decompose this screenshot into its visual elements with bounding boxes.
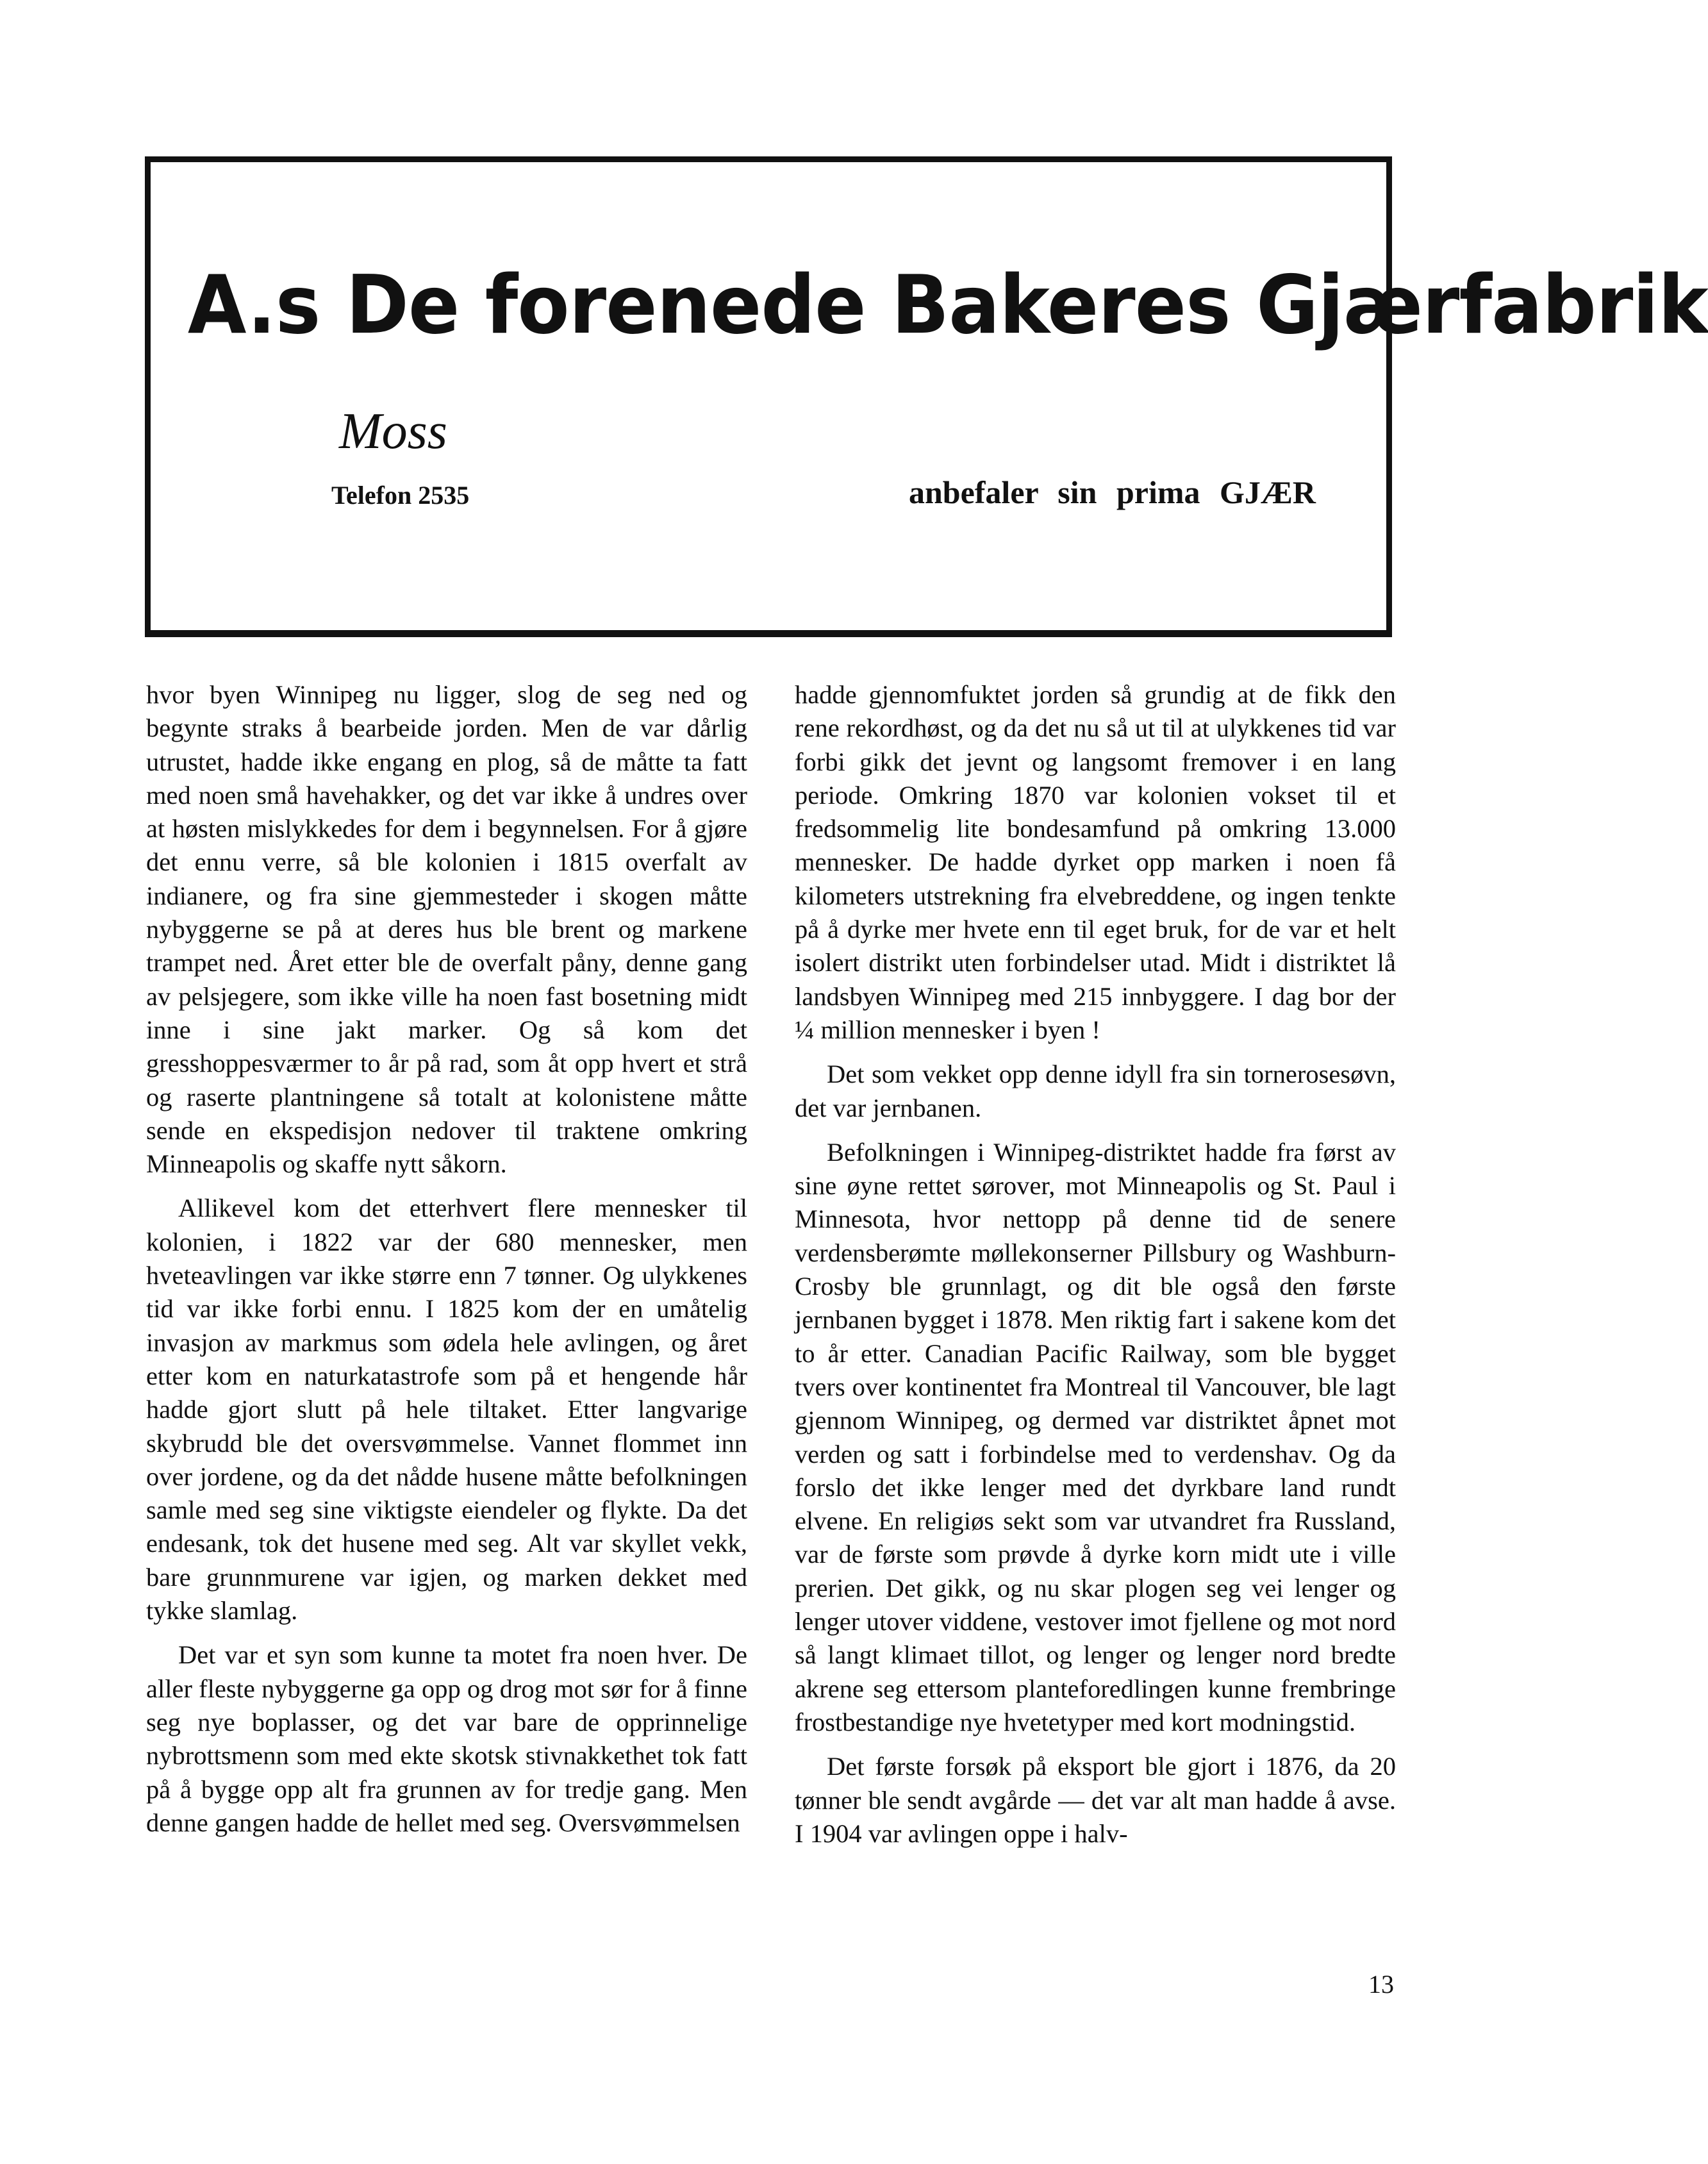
paragraph: Befolkningen i Winnipeg-distriktet hadde fra først av sine øyne rettet sørover, mot Minneapolis og St. Paul i Minnesota, hvor nettopp på denne tid de senere verdensberømte møllekonserner Pillsbury og Washburn-Crosby ble grunnlagt, og dit ble også den første jernbanen bygget i 1878. Men riktig fart i sakene kom det to år etter. Canadian Pacific Railway, som ble bygget tvers over kontinentet fra Montreal til Vancouver, ble lagt gjennom Winnipeg, og dermed var distriktet åpnet mot verden og satt i forbindelse med to verdenshav. Og da forslo det ikke lenger med det dyrkbare land rundt elvene. En religiøs sekt som var utvandret fra Russland, var de første som prøvde å dyrke korn midt ute i ville prerien. Det gikk, og nu skar plogen seg vei lenger og lenger utover viddene, vestover imot fjellene og mot nord så langt klimaet tillot, og lenger og lenger nord bredte akrene seg ettersom planteforedlingen kunne frembringe frostbestandige nye hvetetyper med kort modningstid. bbox=[795, 1137, 1396, 1736]
paragraph: hadde gjennomfuktet jorden så grundig at de fikk den rene rekordhøst, og da det nu så ut til at ulykkenes tid var forbi gikk det jevnt og langsomt fremover i en lang periode. Omkring 1870 var kolonien vokset til et fredsommelig lite bondesamfund på omkring 13.000 mennesker. De hadde dyrket opp marken i noen få kilometers utstrekning fra elvebreddene, og ingen tenkte på å dyrke mer hvete enn til eget bruk, for de var et helt isolert distrikt uten forbindelser utad. Midt i distriktet lå landsbyen Winnipeg med 215 innbyggere. I dag bor der ¼ million mennesker i byen ! bbox=[795, 680, 1396, 1044]
page-number: 13 bbox=[1368, 1970, 1394, 1999]
paragraph: Det var et syn som kunne ta motet fra noen hver. De aller fleste nybyggerne ga opp og drog mot sør for å finne seg nye boplasser, og det var bare de opprinnelige nybrottsmenn som med ekte skotsk stivnakkethet tok fatt på å bygge opp alt fra grunnen av for tredje gang. Men denne gangen hadde de hellet med seg. Oversvømmelsen bbox=[146, 1640, 747, 1837]
article-right-column bbox=[795, 678, 1396, 1861]
paragraph: Det første forsøk på eksport ble gjort i 1876, da 20 tønner ble sendt avgårde — det var alt man hadde å avse. I 1904 var avlingen oppe i halv- bbox=[795, 1752, 1396, 1848]
ad-phone: Telefon 2535 bbox=[331, 481, 470, 510]
advertisement-box bbox=[145, 156, 1708, 637]
paragraph: hvor byen Winnipeg nu ligger, slog de seg ned og begynte straks å bearbeide jorden. Men de var dårlig utrustet, hadde ikke engang en plog, så de måtte ta fatt med noen små havehakker, og det var ikke å undres over at høsten mislykkedes for dem i begynnelsen. For å gjøre det ennu verre, så ble kolonien i 1815 overfalt av indianere, og fra sine gjemmesteder i skogen måtte nybyggerne se på at deres hus ble brent og markene trampet ned. Året etter ble de overfalt påny, denne gang av pelsjegere, som ikke ville ha noen fast bosetning midt inne i sine jakt marker. Og så kom det gresshoppesværmer to år på rad, som åt opp hvert et strå og raserte plantningene så totalt at kolonistene måtte sende en ekspedisjon nedover til traktene omkring Minneapolis og skaffe nytt såkorn. bbox=[146, 680, 747, 1179]
paragraph: Allikevel kom det etterhvert flere mennesker til kolonien, i 1822 var der 680 mennesker, men hveteavlingen var ikke større enn 7 tønner. Og ulykkenes tid var ikke forbi ennu. I 1825 kom der en umåtelig invasjon av markmus som ødela hele avlingen, og året etter kom en naturkatastrofe som på et hengende hår hadde gjort slutt på hele tiltaket. Etter langvarige skybrudd ble det oversvømmelse. Vannet flommet inn over jordene, og da det nådde husene måtte befolkningen samle med seg sine viktigste eiendeler og flykte. Da det endesank, tok det husene med seg. Alt var skyllet vekk, bare grunnmurene var igjen, og marken dekket med tykke slamlag. bbox=[146, 1194, 747, 1626]
ad-city: Moss bbox=[339, 403, 447, 460]
ad-headline: A.s De forenede Bakeres Gjærfabrik bbox=[187, 258, 1708, 352]
article-left-column bbox=[146, 678, 747, 1851]
ad-slogan: anbefaler sin prima GJÆR bbox=[908, 474, 1316, 510]
paragraph: Det som vekket opp denne idyll fra sin tornerosesøvn, det var jernbanen. bbox=[795, 1060, 1396, 1122]
